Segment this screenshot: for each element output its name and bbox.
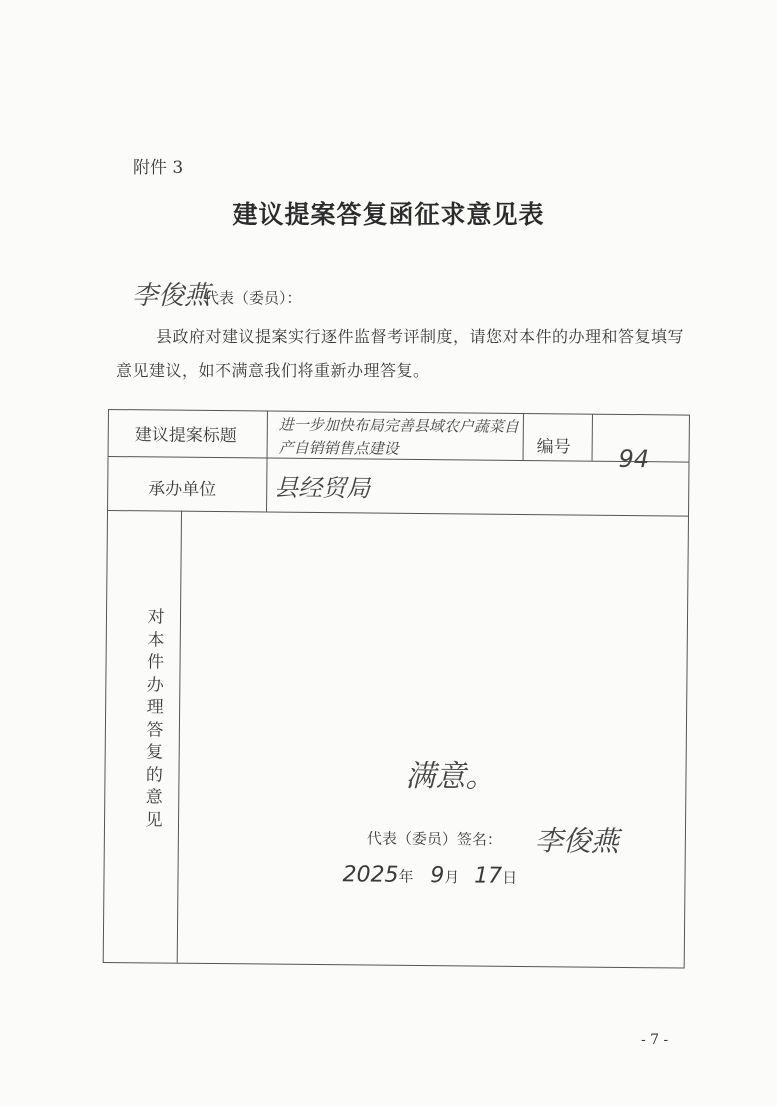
number-label: 编号 bbox=[536, 437, 571, 458]
title-value-handwritten: 进一步加快布局完善县域农户蔬菜自产自销销售点建设 bbox=[278, 415, 519, 458]
date-year-handwritten: 2025 bbox=[342, 862, 399, 888]
date-month-suffix: 月 bbox=[444, 868, 460, 887]
dept-label: 承办单位 bbox=[148, 479, 217, 501]
row-divider bbox=[108, 510, 688, 517]
signature-label: 代表（委员）签名： bbox=[366, 829, 502, 849]
date-day-handwritten: 17 bbox=[474, 863, 503, 889]
date-line bbox=[342, 862, 517, 889]
col-divider bbox=[266, 412, 268, 512]
intro-paragraph: 县政府对建议提案实行逐件监督考评制度，请您对本件的办理和答复填写意见建议，如不满意我们将重新办理答复。 bbox=[116, 327, 685, 380]
number-value-handwritten: 94 bbox=[618, 444, 650, 474]
opinion-value-handwritten: 满意。 bbox=[405, 758, 496, 795]
col-divider bbox=[592, 415, 593, 461]
salutation-suffix: 代表（委员）： bbox=[204, 289, 302, 307]
date-year-suffix: 年 bbox=[398, 867, 414, 886]
page-number: - 7 - bbox=[641, 1032, 669, 1048]
salutation-name-handwritten: 李俊燕 bbox=[132, 281, 211, 311]
date-day-suffix: 日 bbox=[502, 868, 518, 887]
title-label: 建议提案标题 bbox=[134, 425, 237, 447]
dept-value-handwritten: 县经贸局 bbox=[274, 473, 371, 503]
form-title: 建议提案答复函征求意见表 bbox=[232, 200, 545, 229]
col-divider bbox=[177, 511, 182, 963]
date-month-handwritten: 9 bbox=[430, 863, 445, 889]
signature-handwritten: 李俊燕 bbox=[534, 824, 620, 858]
attachment-label: 附件 3 bbox=[133, 158, 184, 178]
opinion-label-vertical: 对本件办理答复的意见 bbox=[145, 607, 165, 831]
opinion-form-table bbox=[103, 409, 690, 969]
